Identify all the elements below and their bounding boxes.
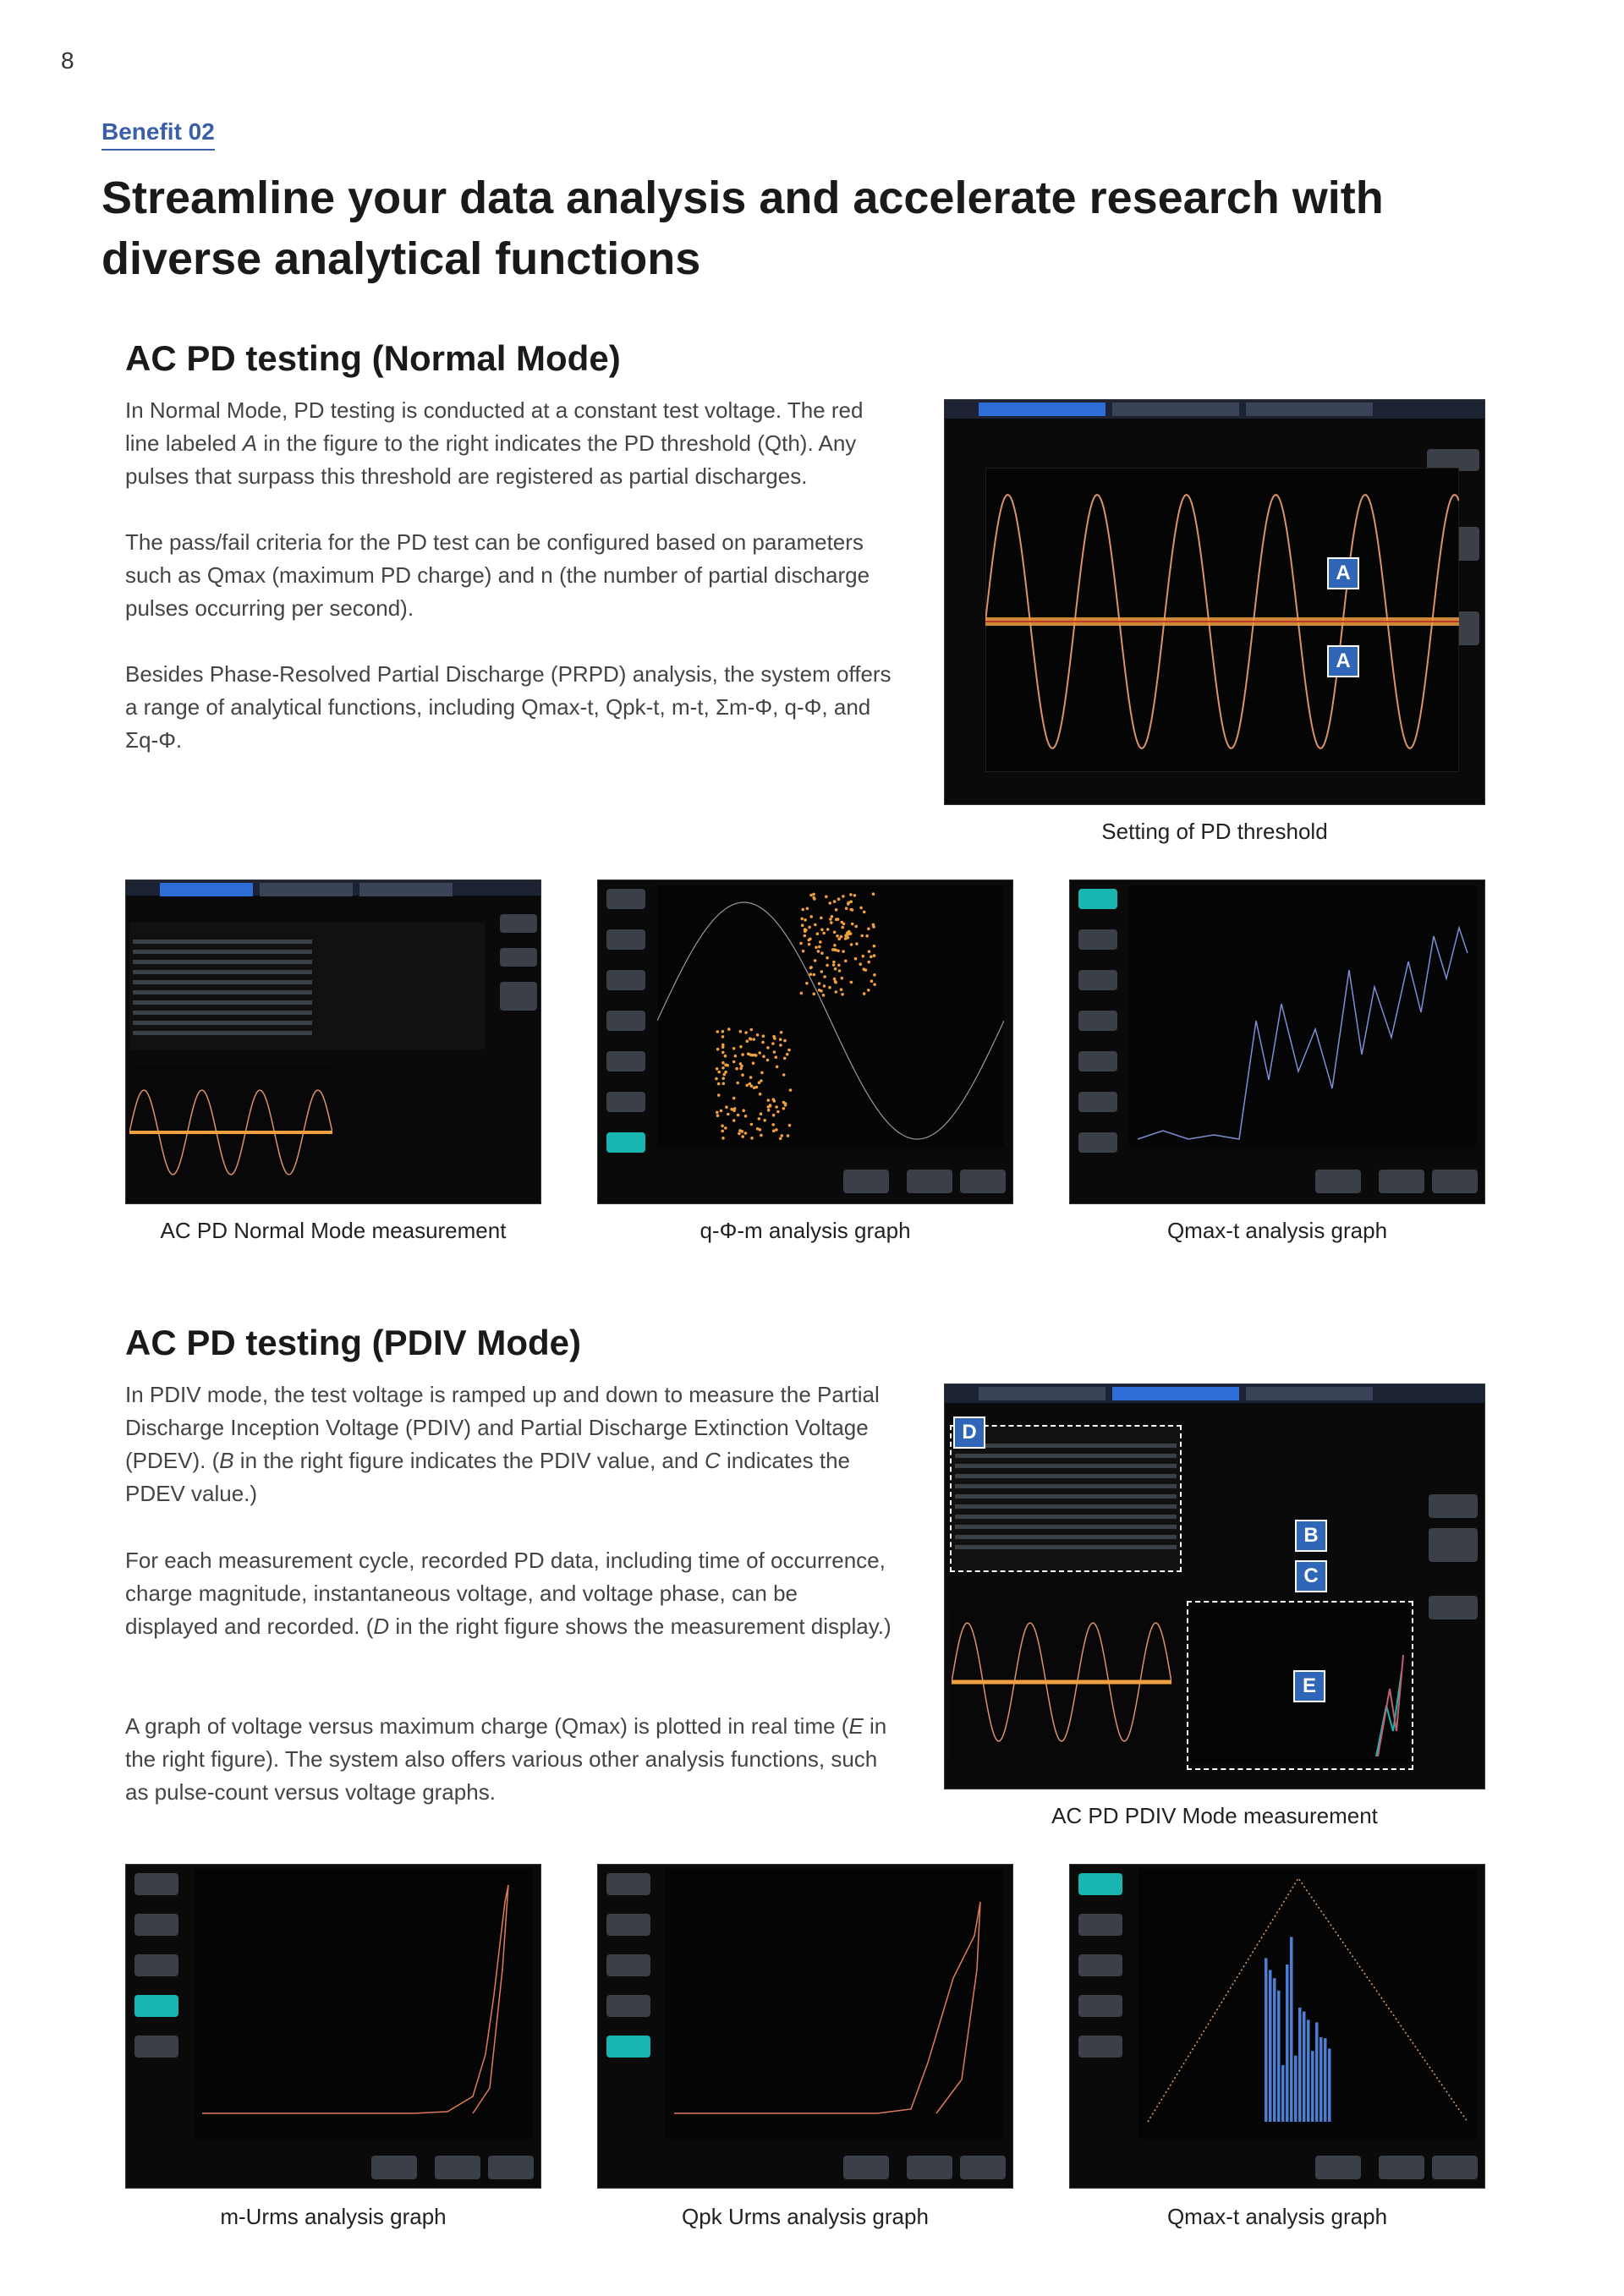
caption-threshold: Setting of PD threshold [1101,819,1328,844]
normal-paragraph-3: Besides Phase-Resolved Partial Discharge (PRPD) analysis, the system offers a range of analytical functions, including Qmax-t, Qpk-t, m-t, Σm-Φ, q-Φ, and Σq-Φ. [125,661,892,753]
section-heading-pdiv: AC PD testing (PDIV Mode) [125,1323,582,1362]
benefit-tag: Benefit 02 [102,118,215,151]
threshold-waveform [985,468,1459,772]
caption-m-urms: m-Urms analysis graph [220,2204,447,2229]
marker-b: B [1295,1520,1327,1552]
normal-measurement-screenshot [125,879,541,1204]
marker-a-lower: A [1327,645,1359,677]
caption-q-phi-m: q-Φ-m analysis graph [700,1218,911,1243]
caption-normal-measurement: AC PD Normal Mode measurement [160,1218,507,1243]
pdiv-measurement-screenshot [944,1384,1485,1789]
pdiv-paragraph-1: In PDIV mode, the test voltage is ramped up and down to measure the Partial Discharge Inception Voltage (PDIV) and Partial Discharge Extinction Voltage (PDEV). (B in the right figure indicates the PDIV value, and C indicates the PDEV value.) [125,1382,880,1506]
pdiv-paragraph-2: For each measurement cycle, recorded PD data, including time of occurrence, charge magnitude, instantaneous voltage, and voltage phase, can be displayed and recorded. (D in the right figure shows the measurement display.) [125,1548,892,1639]
marker-a-upper: A [1327,557,1359,589]
marker-c: C [1295,1560,1327,1592]
normal-paragraph-2: The pass/fail criteria for the PD test can be configured based on parameters such as Qmax (maximum PD charge) and n (the number of partial discharge pulses occurring per second). [125,529,870,621]
qmax-t-screenshot-2 [1069,1864,1485,2189]
caption-qmax-t-1: Qmax-t analysis graph [1166,1218,1388,1243]
qmax-t-screenshot-1 [1069,879,1485,1204]
caption-pdiv-measurement: AC PD PDIV Mode measurement [1051,1803,1378,1828]
marker-e: E [1293,1670,1325,1702]
caption-qmax-t-2: Qmax-t analysis graph [1166,2204,1388,2229]
m-urms-screenshot [125,1864,541,2189]
pdiv-paragraph-3: A graph of voltage versus maximum charge (Qmax) is plotted in real time (E in the right figure). The system also offers various other analysis functions, such as pulse-count versus voltage graphs. [125,1713,887,1805]
pd-threshold-screenshot [944,399,1485,805]
section-heading-normal: AC PD testing (Normal Mode) [125,338,621,378]
page-number: 8 [61,47,74,74]
qpk-urms-screenshot [597,1864,1013,2189]
normal-paragraph-1: In Normal Mode, PD testing is conducted at a constant test voltage. The red line labeled A in the figure to the right indicates the PD threshold (Qth). Any pulses that surpass this threshold are registered as partial discharges. [125,397,864,489]
marker-d: D [953,1417,985,1449]
page-title: Streamline your data analysis and accelerate research with diverse analytical functions [102,173,1384,284]
q-phi-m-screenshot [597,879,1013,1204]
caption-qpk-urms: Qpk Urms analysis graph [682,2204,929,2229]
